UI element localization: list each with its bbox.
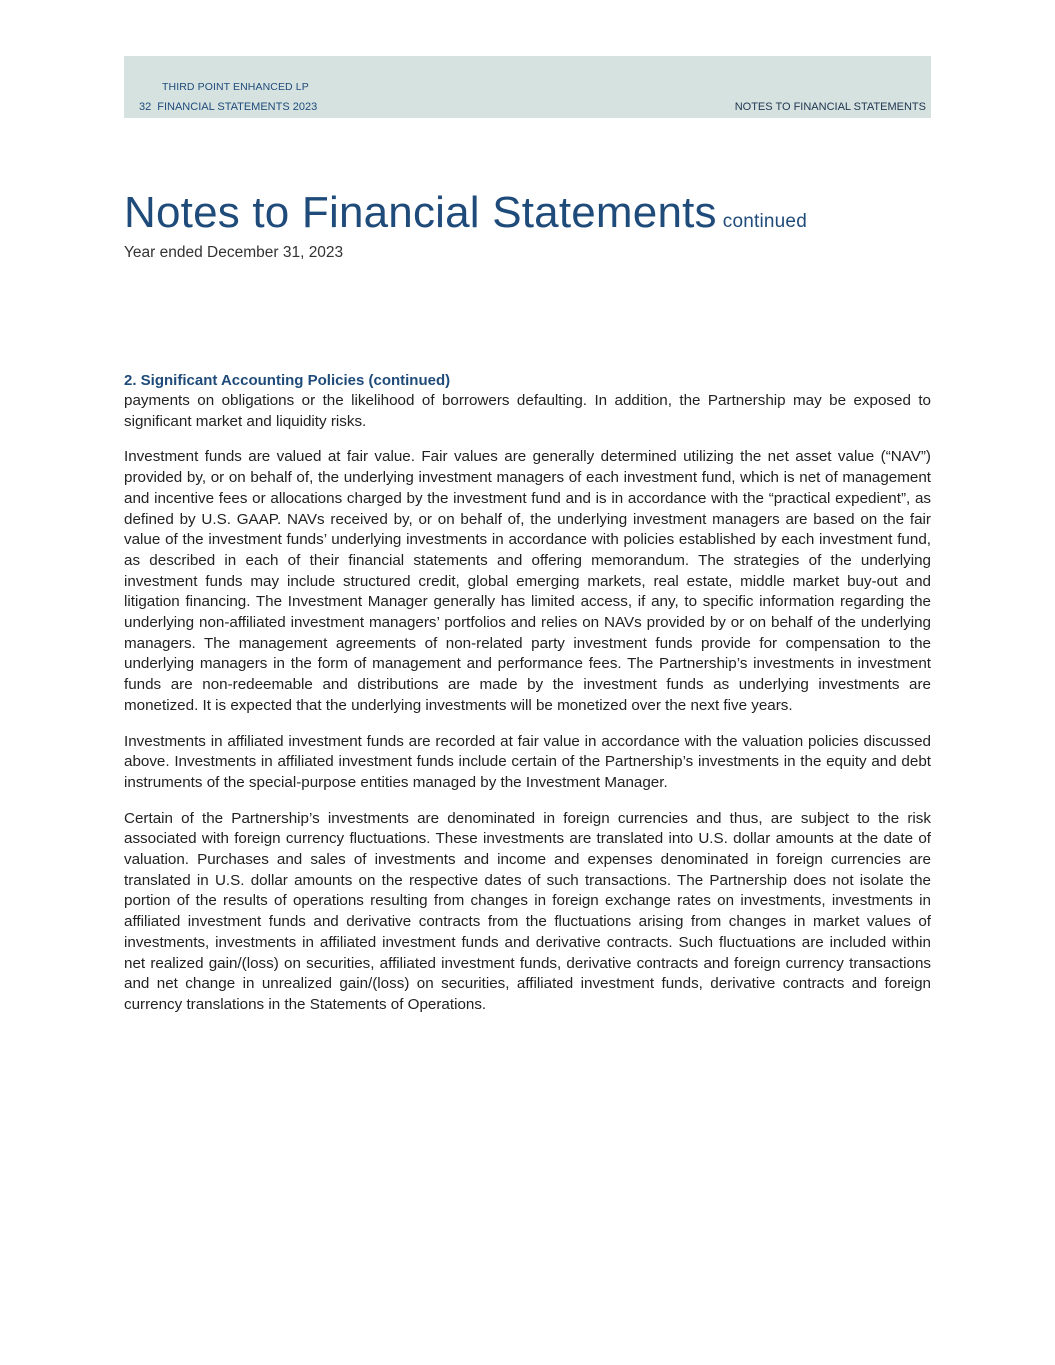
header-document-title: FINANCIAL STATEMENTS 2023	[157, 101, 318, 113]
header-document-label	[139, 101, 317, 113]
paragraph: Certain of the Partnership’s investments are denominated in foreign currencies and thus, are subject to the risk associated with foreign currency fluctuations. These investments are translated into U.S. dollar amounts at the date of valuation. Purchases and sales of investments and income and expenses denominated in foreign currencies are translated in U.S. dollar amounts on the respective dates of such transactions. The Partnership does not isolate the portion of the results of operations resulting from changes in foreign exchange rates on investments, investments in affiliated investment funds and derivative contracts from the fluctuations arising from changes in market values of investments, investments in affiliated investment funds and derivative contracts. Such fluctuations are included within net realized gain/(loss) on securities, affiliated investment funds, derivative contracts and foreign currency transactions and net change in unrealized gain/(loss) on securities, affiliated investment funds, derivative contracts and foreign currency translations in the Statements of Operations.	[124, 809, 931, 1013]
header-section-label: NOTES TO FINANCIAL STATEMENTS	[734, 101, 926, 113]
page-subtitle: Year ended December 31, 2023	[124, 244, 344, 261]
page-title	[124, 188, 807, 238]
page-title-main: Notes to Financial Statements	[124, 188, 717, 237]
paragraph: payments on obligations or the likelihood of borrowers defaulting. In addition, the Partnership may be exposed to significant market and liquidity risks.	[124, 392, 931, 430]
page-title-continued: continued	[722, 211, 807, 232]
header-company-name: THIRD POINT ENHANCED LP	[162, 81, 309, 93]
page-number: 32	[139, 101, 152, 113]
paragraph: Investments in affiliated investment funds are recorded at fair value in accordance with the valuation policies discussed above. Investments in affiliated investment funds include certain of the Partnership’s investments in the equity and debt instruments of the special-purpose entities managed by the Investment Manager.	[124, 732, 931, 791]
page-header	[124, 56, 931, 118]
section-heading: 2. Significant Accounting Policies (continued)	[124, 372, 451, 389]
notes-content	[124, 371, 931, 1031]
paragraph: Investment funds are valued at fair value. Fair values are generally determined utilizing the net asset value (“NAV”) provided by, or on behalf of, the underlying investment managers of each investment fund, which is net of management and incentive fees or allocations charged by the investment fund and is in accordance with the “practical expedient”, as defined by U.S. GAAP. NAVs received by, or on behalf of, the underlying investment managers are based on the fair value of the investment funds’ underlying investments in accordance with policies established by each investment fund, as described in each of their financial statements and offering memorandum. The strategies of the underlying investment funds may include structured credit, global emerging markets, real estate, middle market buy-out and litigation financing. The Investment Manager generally has limited access, if any, to specific information regarding the underlying non-affiliated investment managers’ portfolios and relies on NAVs provided by or on behalf of the underlying managers. The management agreements of non-related party investment funds provide for compensation to the underlying managers in the form of management and performance fees. The Partnership’s investments in investment funds are non-redeemable and distributions are made by the investment funds as underlying investments are monetized. It is expected that the underlying investments will be monetized over the next five years.	[124, 448, 931, 714]
